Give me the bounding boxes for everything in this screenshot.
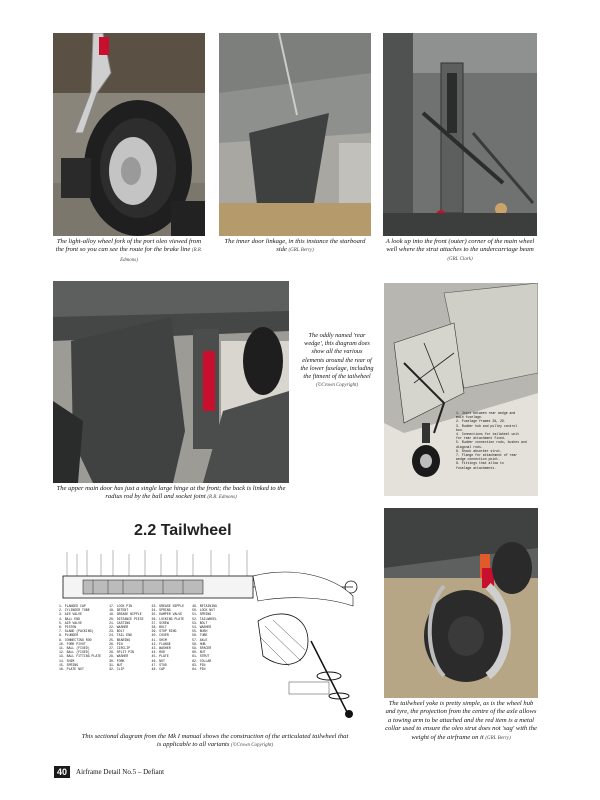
legend-line: 23. BOLT [109, 629, 125, 634]
page-footer [54, 766, 164, 778]
legend-line: 12. BALL (FIXED) [59, 650, 90, 655]
legend-line: 4. BALL END [59, 616, 81, 621]
legend-line: 36. LOCKING PLATE [151, 616, 185, 621]
legend-line: 6. PISTON [59, 625, 77, 630]
legend-line: 5. AIR VALVE [59, 620, 82, 625]
legend-line: 59. SPACER [192, 646, 212, 651]
legend-line: 44. ROD [151, 650, 165, 655]
photo-sectional-diagram [53, 546, 371, 730]
legend-line: 43. WASHER [151, 646, 171, 651]
caption-credit: (GRL Berry) [485, 735, 511, 741]
legend-line: for rear attachment fixed. [456, 436, 506, 441]
legend-line: 37. SCREW [151, 620, 169, 625]
legend-line: 50. LOCK NUT [192, 608, 216, 613]
legend-line: 19. GREASE NIPPLE [109, 612, 142, 617]
legend-line: 5. Rudder connection rods, bushes and [456, 440, 527, 445]
legend-line: 15. SPRING [59, 662, 79, 667]
inner-door-illustration [219, 33, 371, 236]
legend-line: 24. TAIL END [109, 633, 133, 638]
caption-inner-door [219, 238, 371, 256]
caption-tailwheel-yoke [384, 700, 538, 743]
legend-line: 29. WASHER [109, 654, 129, 659]
legend-line: 21. CASTING [109, 620, 131, 625]
wheel-fork-illustration [53, 33, 205, 236]
legend-line: 46. NUT [151, 658, 165, 663]
caption-text: The inner door linkage, in this instance the starboard side [224, 238, 366, 254]
legend-line: 55. BUSH [192, 629, 208, 634]
legend-line: 6. Shock absorber strut. [456, 448, 502, 453]
photo-wheel-well [383, 33, 537, 236]
legend-line: 17. LOCK PIN [109, 604, 133, 608]
caption-text: The oddly named 'rear wedge', this diagram does show all the various elements around the rear of the lower fuselage, including the fitment of the tailwheel [300, 332, 374, 381]
legend-line: 35. DAMPER VALVE [151, 612, 183, 617]
legend-line: 41. SHIM [151, 637, 167, 642]
legend-line: 57. AXLE [192, 637, 208, 642]
caption-credit: (©Crown Copyright) [315, 383, 359, 389]
legend-column-3 [152, 604, 185, 671]
legend-line: 32. CLIP [109, 667, 125, 672]
caption-credit: (GRL Berry) [288, 248, 314, 254]
legend-column-1 [59, 604, 101, 671]
legend-line: 48. CAP [151, 667, 165, 672]
legend-line: box. [456, 427, 464, 432]
legend-line: 34. SPRING [151, 608, 171, 613]
legend-line: 30. FORK [109, 658, 125, 663]
legend-line: 2. Fuselage frames 28, 29. [456, 419, 506, 424]
legend-line: 53. BOLT [192, 620, 208, 625]
legend-column-2 [109, 604, 143, 671]
legend-line: 16. PLATE NUT [59, 667, 84, 672]
legend-line: 9. CONNECTING ROD [59, 637, 92, 642]
legend-line: 8. PLUNGER [59, 633, 79, 638]
photo-wheel-fork [53, 33, 205, 236]
legend-line: 1. FLANGED CAP [59, 604, 86, 608]
legend-line: 62. COLLAR [192, 658, 212, 663]
caption-text: The tailwheel yoke is pretty simple, as is the wheel hub and tyre, the projection from the centre of the axle allows a towing arm to be attached and the red item is a metal collar used to ensure the oleo strut does not 'sag' with the weight of the airframe on it [385, 700, 537, 741]
section-title: 2.2 Tailwheel [134, 522, 232, 539]
legend-line: 20. DISTANCE PIECE [109, 616, 144, 621]
caption-text: This sectional diagram from the Mk I manual shows the construction of the articulated tailwheel that is applicable to all variants [81, 733, 349, 749]
legend-line: 40. COVER [151, 633, 169, 638]
caption-sectional [80, 733, 350, 751]
photo-upper-door [53, 281, 289, 483]
legend-line: 27. CIRCLIP [109, 646, 131, 651]
legend-line: fuselage attachments. [456, 465, 497, 470]
legend-line: 8. Fittings that allow to [456, 461, 504, 466]
caption-credit: (R.R. Edmons) [120, 248, 203, 263]
legend-line: 64. PIN [192, 667, 206, 672]
legend-line: 63. PIN [192, 662, 206, 667]
caption-rear-wedge [300, 332, 374, 390]
legend-line: 54. WASHER [192, 625, 212, 630]
caption-wheel-well [383, 238, 537, 264]
caption-upper-door [53, 485, 289, 503]
legend-line: 4. Connections for tailwheel unit [456, 432, 520, 437]
upper-door-illustration [53, 281, 289, 483]
caption-text: The light-alloy wheel fork of the port oleo viewed from the front so you can see the route for the brake line [55, 238, 202, 254]
caption-credit: (GRL Clark) [447, 256, 473, 262]
legend-line: 56. TUBE [192, 633, 208, 638]
legend-line: main fuselage. [456, 415, 483, 420]
legend-line: wedge connection point. [456, 457, 500, 462]
legend-line: 11. BALL (FIXED) [59, 646, 90, 651]
legend-line: 39. STOP RING [151, 629, 177, 634]
legend-line: 26. PIN [109, 641, 123, 646]
sectional-legend [59, 604, 291, 671]
photo-inner-door [219, 33, 371, 236]
wheel-well-illustration [383, 33, 537, 236]
legend-line: 61. STRUT [192, 654, 210, 659]
legend-line: 3. AIR VALVE [59, 612, 82, 617]
legend-line: 2. CYLINDER TUBE [59, 608, 90, 613]
caption-credit: (©Crown Copyright) [231, 743, 274, 749]
legend-column-4 [192, 604, 217, 671]
photo-tailwheel-yoke [384, 508, 538, 698]
tailwheel-yoke-illustration [384, 508, 538, 698]
running-footer: Airframe Detail No.5 – Defiant [76, 768, 165, 776]
legend-line: 10. FORK PIVOT [59, 641, 86, 646]
legend-line: 13. BALL FITTING PLATE [59, 654, 102, 659]
legend-line: 58. HUB [192, 641, 206, 646]
legend-line: 33. GREASE NIPPLE [151, 604, 185, 608]
legend-line: 49. RETAINING [192, 604, 217, 608]
legend-line: 45. PLATE [151, 654, 169, 659]
legend-line: diagonal rods. [456, 444, 483, 449]
rear-wedge-legend [456, 411, 536, 470]
caption-text: The upper main door has just a single large hinge at the front; the back is linked to the radius rod by the ball and socket joint [56, 485, 286, 501]
legend-line: 42. FLANGE [151, 641, 171, 646]
legend-line: 3. Rudder hub and pulley control [456, 423, 518, 428]
legend-line: 38. BOLT [151, 625, 167, 630]
legend-line: 7. GLAND (PACKING) [59, 629, 94, 634]
caption-text: A look up into the front (outer) corner of the main wheel well where the strut attaches to the undercarriage beam [385, 238, 535, 254]
caption-wheel-fork [53, 238, 205, 265]
legend-line: 52. TAILWHEEL [192, 616, 217, 621]
caption-credit: (R.R. Edmons) [207, 495, 237, 501]
page-number: 40 [54, 766, 70, 778]
legend-line: 25. BEARING [109, 637, 131, 642]
legend-line: 22. WASHER [109, 625, 129, 630]
legend-line: 28. SPLIT PIN [109, 650, 134, 655]
legend-line: 7. Flange for attachment of rear [456, 453, 518, 458]
legend-line: 31. NUT [109, 662, 123, 667]
legend-line: 47. STUD [151, 662, 167, 667]
legend-line: 1. Joint between rear wedge and [456, 411, 516, 415]
legend-line: 51. SPRING [192, 612, 212, 617]
photo-rear-wedge-diagram [384, 283, 538, 496]
legend-line: 60. NUT [192, 650, 206, 655]
legend-line: 18. DETENT [109, 608, 129, 613]
legend-line: 14. SHIM [59, 658, 75, 663]
